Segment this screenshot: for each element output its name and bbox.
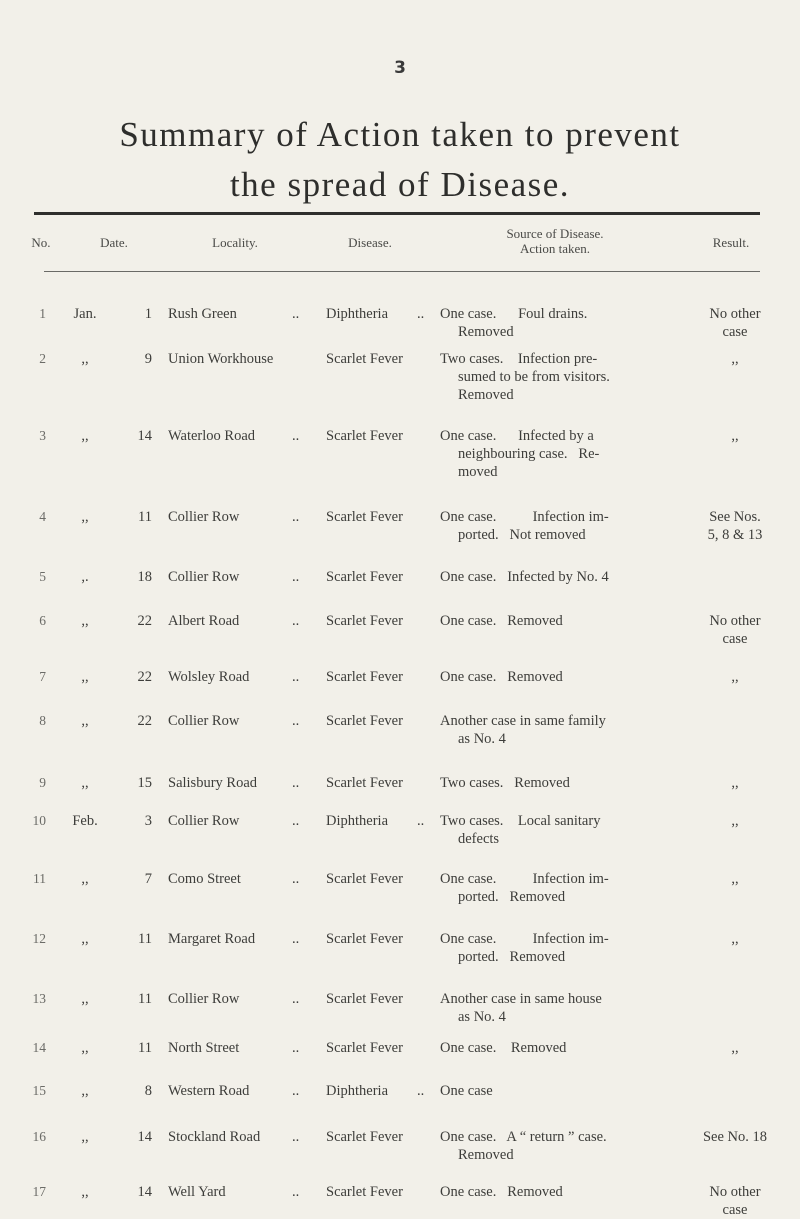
row-disease: Diphtheria bbox=[326, 306, 389, 322]
result-line: ,, bbox=[731, 351, 739, 367]
locality-leader-dots: .. bbox=[292, 1184, 300, 1200]
row-result bbox=[680, 305, 790, 341]
disease-leader-dots: .. bbox=[417, 813, 425, 829]
header-disease: Disease. bbox=[348, 235, 392, 250]
row-month: ,, bbox=[81, 931, 89, 947]
row-result bbox=[680, 1039, 790, 1057]
row-month: ,, bbox=[81, 1129, 89, 1145]
row-number: 7 bbox=[39, 669, 46, 684]
row-day: 11 bbox=[138, 1040, 152, 1056]
row-number: 14 bbox=[32, 1040, 46, 1055]
row-month: ,, bbox=[81, 669, 89, 685]
source-line: sumed to be from visitors. bbox=[458, 369, 610, 385]
row-number: 6 bbox=[39, 613, 46, 628]
locality-leader-dots: .. bbox=[292, 1083, 300, 1099]
row-number: 8 bbox=[39, 713, 46, 728]
row-number: 10 bbox=[32, 813, 46, 828]
row-day: 8 bbox=[144, 1083, 152, 1099]
source-line: Removed bbox=[458, 324, 514, 340]
locality-leader-dots: .. bbox=[292, 428, 300, 444]
row-number: 13 bbox=[32, 991, 46, 1006]
locality-leader-dots: .. bbox=[292, 613, 300, 629]
row-disease: Scarlet Fever bbox=[326, 569, 403, 585]
locality-leader-dots: .. bbox=[292, 1040, 300, 1056]
source-line: Removed bbox=[458, 387, 514, 403]
row-disease: Scarlet Fever bbox=[326, 1184, 403, 1200]
result-line: See No. 18 bbox=[702, 1129, 768, 1145]
locality-leader-dots: .. bbox=[292, 871, 300, 887]
locality-leader-dots: .. bbox=[292, 306, 300, 322]
result-line: ,, bbox=[731, 813, 739, 829]
header-no: No. bbox=[31, 235, 51, 250]
source-line: Another case in same house bbox=[440, 991, 602, 1007]
row-locality: Salisbury Road bbox=[168, 775, 258, 791]
result-line: case bbox=[722, 1202, 748, 1218]
row-result bbox=[680, 812, 790, 830]
row-day: 14 bbox=[137, 428, 152, 444]
row-day: 11 bbox=[138, 991, 152, 1007]
row-day: 7 bbox=[144, 871, 152, 887]
locality-leader-dots: .. bbox=[292, 1129, 300, 1145]
locality-leader-dots: .. bbox=[292, 775, 300, 791]
source-line: One case. Removed bbox=[440, 613, 563, 629]
row-source-action bbox=[440, 427, 675, 481]
result-line: 5, 8 & 13 bbox=[707, 527, 763, 543]
header-date: Date. bbox=[100, 235, 128, 250]
disease-leader-dots: .. bbox=[417, 306, 425, 322]
row-locality: Collier Row bbox=[168, 813, 240, 829]
locality-leader-dots: .. bbox=[292, 569, 300, 585]
row-locality: Western Road bbox=[168, 1083, 250, 1099]
source-line: ported. Removed bbox=[458, 949, 566, 965]
page-number: 3 bbox=[394, 58, 406, 78]
row-locality: Collier Row bbox=[168, 569, 240, 585]
top-rule bbox=[34, 212, 760, 215]
header-source bbox=[460, 226, 650, 256]
result-line: ,, bbox=[731, 669, 739, 685]
source-line: One case. Infection im- bbox=[440, 931, 609, 947]
row-locality: Rush Green bbox=[168, 306, 237, 322]
header-locality: Locality. bbox=[212, 235, 258, 250]
source-line: ported. Removed bbox=[458, 889, 566, 905]
source-line: ported. Not removed bbox=[458, 527, 586, 543]
row-source-action bbox=[440, 1082, 675, 1100]
locality-leader-dots: .. bbox=[292, 813, 300, 829]
row-day: 3 bbox=[144, 813, 152, 829]
row-source-action bbox=[440, 668, 675, 686]
row-day: 11 bbox=[138, 931, 152, 947]
disease-leader-dots: .. bbox=[417, 1083, 425, 1099]
row-number: 15 bbox=[32, 1083, 46, 1098]
row-source-action bbox=[440, 508, 675, 544]
row-month: ,, bbox=[81, 1040, 89, 1056]
row-day: 22 bbox=[137, 713, 152, 729]
row-day: 22 bbox=[137, 669, 152, 685]
result-line: ,, bbox=[731, 871, 739, 887]
source-line: One case. Infection im- bbox=[440, 509, 609, 525]
source-line: One case. A “ return ” case. bbox=[440, 1129, 607, 1145]
row-result bbox=[680, 612, 790, 648]
row-disease: Scarlet Fever bbox=[326, 871, 403, 887]
row-result bbox=[680, 1128, 790, 1146]
source-line: Two cases. Removed bbox=[440, 775, 570, 791]
result-line: No other bbox=[709, 306, 761, 322]
row-result bbox=[680, 508, 790, 544]
row-locality: Albert Road bbox=[168, 613, 240, 629]
result-line: No other bbox=[709, 613, 761, 629]
row-source-action bbox=[440, 990, 675, 1026]
source-line: moved bbox=[458, 464, 498, 480]
row-number: 2 bbox=[39, 351, 46, 366]
row-disease: Scarlet Fever bbox=[326, 775, 403, 791]
row-disease: Scarlet Fever bbox=[326, 669, 403, 685]
row-source-action bbox=[440, 870, 675, 906]
row-day: 14 bbox=[137, 1129, 152, 1145]
source-line: One case bbox=[440, 1083, 493, 1099]
row-day: 1 bbox=[144, 306, 152, 322]
source-line: One case. Infected by a bbox=[440, 428, 594, 444]
row-disease: Scarlet Fever bbox=[326, 931, 403, 947]
row-locality: Margaret Road bbox=[168, 931, 256, 947]
row-locality: Como Street bbox=[168, 871, 241, 887]
header-source-line-1: Source of Disease. bbox=[506, 226, 604, 241]
locality-leader-dots: .. bbox=[292, 509, 300, 525]
row-locality: Well Yard bbox=[168, 1184, 226, 1200]
row-result bbox=[680, 930, 790, 948]
row-source-action bbox=[440, 712, 675, 748]
source-line: One case. Infected by No. 4 bbox=[440, 569, 609, 585]
row-month: ,, bbox=[81, 1083, 89, 1099]
row-month: Jan. bbox=[73, 306, 97, 322]
source-line: One case. Infection im- bbox=[440, 871, 609, 887]
source-line: One case. Foul drains. bbox=[440, 306, 588, 322]
row-day: 18 bbox=[137, 569, 152, 585]
row-month: ,, bbox=[81, 428, 89, 444]
row-day: 9 bbox=[144, 351, 152, 367]
source-line: Two cases. Local sanitary bbox=[440, 813, 601, 829]
row-source-action bbox=[440, 305, 675, 341]
row-source-action bbox=[440, 1128, 675, 1164]
source-line: Another case in same family bbox=[440, 713, 606, 729]
row-disease: Scarlet Fever bbox=[326, 613, 403, 629]
row-result bbox=[680, 350, 790, 368]
row-month: ,, bbox=[81, 351, 89, 367]
result-line: case bbox=[722, 631, 748, 647]
source-line: Two cases. Infection pre- bbox=[440, 351, 598, 367]
row-number: 17 bbox=[32, 1184, 46, 1199]
row-result bbox=[680, 427, 790, 445]
row-source-action bbox=[440, 812, 675, 848]
source-line: One case. Removed bbox=[440, 669, 563, 685]
row-number: 9 bbox=[39, 775, 46, 790]
row-disease: Scarlet Fever bbox=[326, 1040, 403, 1056]
row-month: ,, bbox=[81, 991, 89, 1007]
header-rule bbox=[44, 271, 760, 272]
source-line: One case. Removed bbox=[440, 1040, 567, 1056]
page-title bbox=[0, 110, 800, 210]
row-number: 3 bbox=[39, 428, 46, 443]
locality-leader-dots: .. bbox=[292, 931, 300, 947]
row-result bbox=[680, 668, 790, 686]
result-line: See Nos. bbox=[709, 509, 761, 525]
result-line: case bbox=[722, 324, 748, 340]
header-source-line-2: Action taken. bbox=[519, 241, 591, 256]
row-month: ,, bbox=[81, 713, 89, 729]
row-locality: Waterloo Road bbox=[168, 428, 256, 444]
row-number: 1 bbox=[39, 306, 46, 321]
row-locality: Stockland Road bbox=[168, 1129, 261, 1145]
source-line: Removed bbox=[458, 1147, 514, 1163]
row-disease: Diphtheria bbox=[326, 1083, 389, 1099]
row-disease: Scarlet Fever bbox=[326, 713, 403, 729]
row-day: 14 bbox=[137, 1184, 152, 1200]
row-number: 16 bbox=[32, 1129, 46, 1144]
result-line: ,, bbox=[731, 1040, 739, 1056]
result-line: ,, bbox=[731, 428, 739, 444]
row-month: ,, bbox=[81, 775, 89, 791]
row-result bbox=[680, 1183, 790, 1219]
row-locality: North Street bbox=[168, 1040, 240, 1056]
row-month: ,, bbox=[81, 613, 89, 629]
row-source-action bbox=[440, 1039, 675, 1057]
row-source-action bbox=[440, 930, 675, 966]
source-line: neighbouring case. Re- bbox=[458, 446, 600, 462]
source-line: defects bbox=[458, 831, 500, 847]
locality-leader-dots: .. bbox=[292, 669, 300, 685]
result-line: ,, bbox=[731, 775, 739, 791]
row-disease: Scarlet Fever bbox=[326, 509, 403, 525]
row-source-action bbox=[440, 568, 675, 586]
title-line-2: the spread of Disease. bbox=[229, 165, 571, 204]
header-result: Result. bbox=[712, 235, 750, 250]
row-month: ,, bbox=[81, 1184, 89, 1200]
row-month: Feb. bbox=[72, 813, 98, 829]
row-number: 4 bbox=[39, 509, 46, 524]
row-month: ,. bbox=[81, 569, 89, 585]
locality-leader-dots: .. bbox=[292, 991, 300, 1007]
row-disease: Scarlet Fever bbox=[326, 428, 403, 444]
row-day: 15 bbox=[137, 775, 152, 791]
row-locality: Union Workhouse bbox=[168, 351, 274, 367]
row-source-action bbox=[440, 350, 675, 404]
row-disease: Scarlet Fever bbox=[326, 1129, 403, 1145]
row-locality: Wolsley Road bbox=[168, 669, 250, 685]
row-day: 22 bbox=[137, 613, 152, 629]
row-disease: Scarlet Fever bbox=[326, 351, 403, 367]
row-number: 5 bbox=[39, 569, 46, 584]
source-line: as No. 4 bbox=[458, 731, 506, 747]
row-source-action bbox=[440, 612, 675, 630]
source-line: as No. 4 bbox=[458, 1009, 506, 1025]
row-locality: Collier Row bbox=[168, 509, 240, 525]
row-source-action bbox=[440, 774, 675, 792]
result-line: No other bbox=[709, 1184, 761, 1200]
title-line-1: Summary of Action taken to prevent bbox=[119, 115, 681, 154]
source-line: One case. Removed bbox=[440, 1184, 563, 1200]
row-disease: Diphtheria bbox=[326, 813, 389, 829]
row-locality: Collier Row bbox=[168, 991, 240, 1007]
row-number: 11 bbox=[33, 871, 46, 886]
row-locality: Collier Row bbox=[168, 713, 240, 729]
result-line: ,, bbox=[731, 931, 739, 947]
row-result bbox=[680, 774, 790, 792]
row-source-action bbox=[440, 1183, 675, 1201]
row-number: 12 bbox=[32, 931, 46, 946]
row-disease: Scarlet Fever bbox=[326, 991, 403, 1007]
row-day: 11 bbox=[138, 509, 152, 525]
locality-leader-dots: .. bbox=[292, 713, 300, 729]
row-month: ,, bbox=[81, 871, 89, 887]
row-month: ,, bbox=[81, 509, 89, 525]
row-result bbox=[680, 870, 790, 888]
